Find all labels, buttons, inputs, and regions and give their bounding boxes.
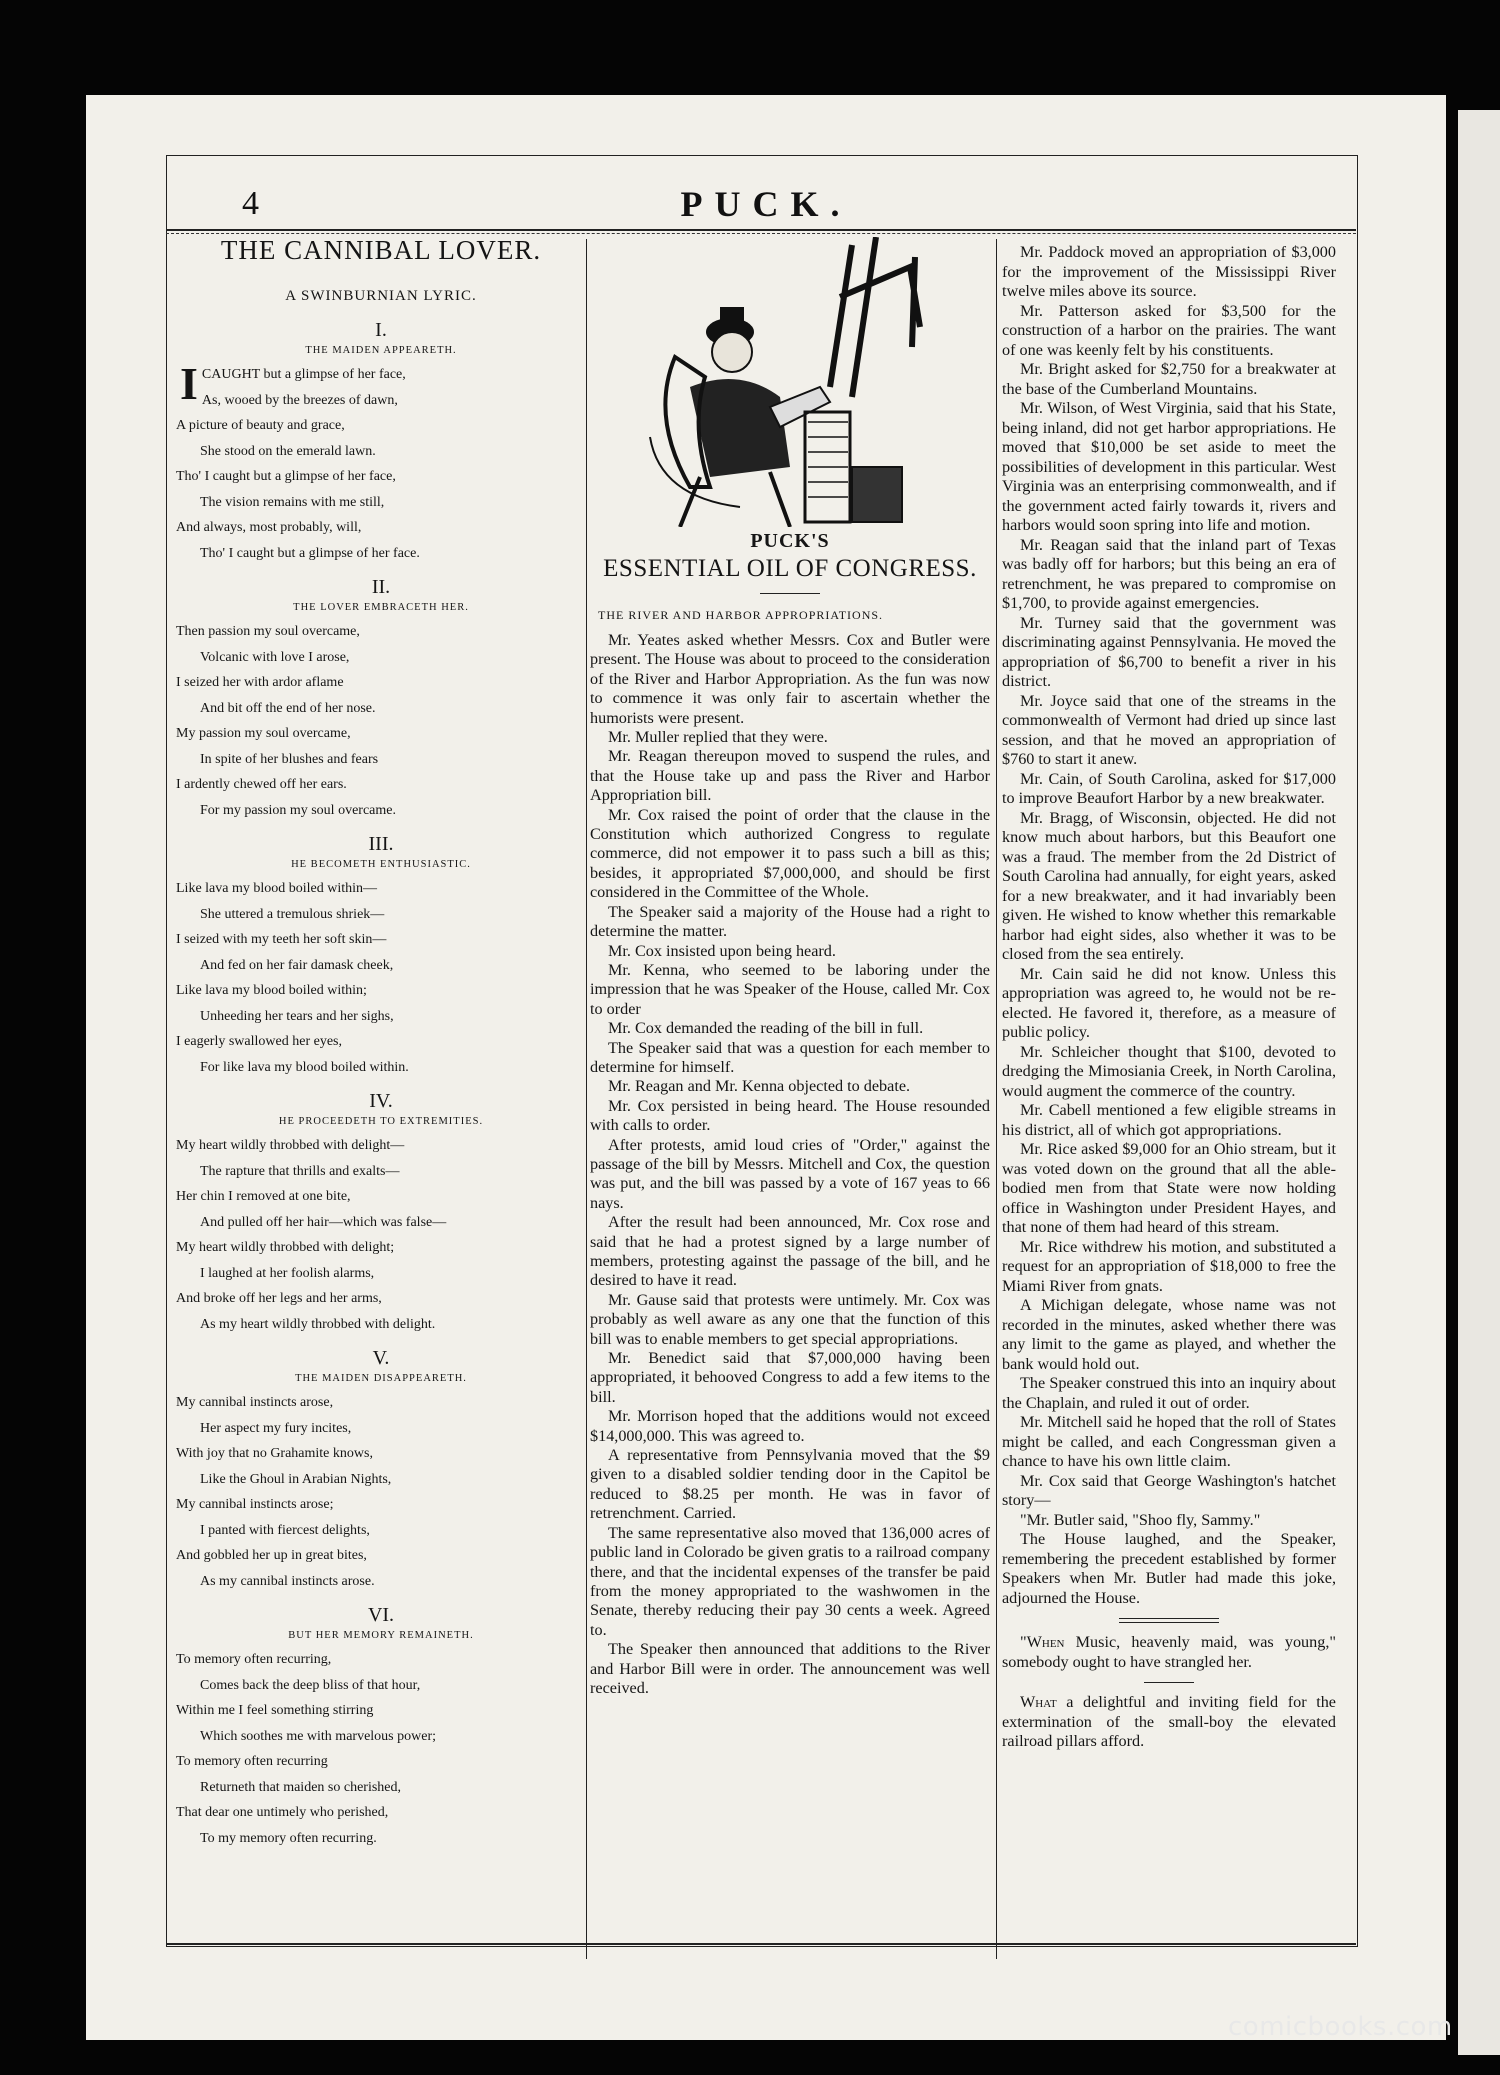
article-paragraph: Mr. Cain said he did not know. Unless this appropriation was agreed to, he would not be re-elected. He favored it, therefore, as a measure of public policy.	[1002, 964, 1336, 1041]
poem-line: Which soothes me with marvelous power;	[200, 1728, 437, 1744]
poem-line: Like lava my blood boiled within—	[176, 881, 378, 896]
squib-separator	[1144, 1682, 1194, 1683]
article-paragraph: Mr. Muller replied that they were.	[608, 728, 828, 747]
watermark: comicbooks.com	[1228, 2012, 1453, 2042]
article-paragraph: Mr. Yeates asked whether Messrs. Cox and Butler were present. The House was about to proceed to the consideration of the River and Harbor Appropriation. As the fun was now to commence it was only fair to ascertain whether the humorists were present.	[590, 631, 990, 727]
article-paragraph: The same representative also moved that 136,000 acres of public land in Colorado be given gratis to a railroad company there, and that the incidental expenses of the transfer be paid from the money appropriated to the washwomen in the Senate, thereby reducing their pay 30 cents a week. Agreed to.	[590, 1523, 990, 1639]
poem-line: Then passion my soul overcame,	[176, 624, 360, 639]
poem-line: My cannibal instincts arose;	[176, 1497, 334, 1512]
squib-2-lead: What	[1020, 1693, 1057, 1711]
poem-stanza	[176, 1604, 586, 1851]
article-paragraph: Mr. Mitchell said he hoped that the roll of States might be called, and each Congressman given a chance to have his own little claim.	[1002, 1413, 1336, 1470]
poem-line: My cannibal instincts arose,	[176, 1395, 334, 1410]
column-divider-2	[996, 239, 997, 1959]
poem-line: And gobbled her up in great bites,	[176, 1548, 367, 1563]
column-divider-1	[586, 239, 587, 1959]
poem-line: Comes back the deep bliss of that hour,	[200, 1677, 421, 1693]
article-paragraph: The Speaker said that was a question for each member to determine for himself.	[590, 1038, 990, 1076]
poem-line: Returneth that maiden so cherished,	[200, 1779, 401, 1795]
poem-line: Like lava my blood boiled within;	[176, 983, 367, 998]
stanza-heading: THE LOVER EMBRACETH HER.	[293, 602, 469, 613]
poem-line: Volcanic with love I arose,	[200, 649, 350, 665]
poem-line: I laughed at her foolish alarms,	[200, 1265, 375, 1281]
section-separator	[1119, 1618, 1219, 1623]
article-paragraph: Mr. Morrison hoped that the additions would not exceed $14,000,000. This was agreed to.	[590, 1407, 990, 1445]
article-paragraph: Mr. Turney said that the government was discriminating against Pennsylvania. He moved the appropriation of $6,700 to benefit a river in his district.	[1002, 613, 1336, 690]
article-paragraph: A representative from Pennsylvania moved that the $9 given to a disabled soldier tending door in the Capitol be reduced to $8.25 per month. He was in favor of retrenchment. Carried.	[590, 1446, 990, 1523]
poem-line: To memory often recurring	[176, 1754, 328, 1769]
stanza-number: I.	[375, 319, 387, 341]
poem-line: CAUGHT but a glimpse of her face,	[201, 367, 406, 382]
poem-line: Her aspect my fury incites,	[200, 1420, 352, 1436]
headline-rule	[760, 593, 820, 594]
poem-stanza	[176, 833, 586, 1080]
squib-2	[1002, 1693, 1336, 1752]
poem-line: For like lava my blood boiled within.	[200, 1059, 409, 1075]
article-paragraph: Mr. Reagan and Mr. Kenna objected to debate.	[608, 1077, 911, 1096]
poem-line: A picture of beauty and grace,	[176, 418, 345, 433]
article-paragraph: Mr. Wilson, of West Virginia, said that his State, being inland, did not get harbor appropriations. He moved that $10,000 be set aside to meet the possibilities of development in this particular. West Virginia was an enterprising commonwealth, and if the government acted fairly towards it, rivers and harbors would soon spring into life and motion.	[1002, 399, 1336, 534]
stanza-heading: THE MAIDEN APPEARETH.	[305, 345, 457, 356]
poem-line: And pulled off her hair—which was false—	[200, 1214, 447, 1230]
poem-line: My heart wildly throbbed with delight;	[176, 1240, 395, 1255]
poem-line: To memory often recurring,	[176, 1652, 332, 1667]
article-paragraph: Mr. Cabell mentioned a few eligible streams in his district, all of which got appropriations.	[1002, 1101, 1336, 1139]
poem-line: Her chin I removed at one bite,	[176, 1189, 351, 1204]
poem-line: And always, most probably, will,	[176, 520, 362, 535]
stanza-number: II.	[371, 576, 391, 598]
poem-title: THE CANNIBAL LOVER.	[220, 235, 542, 265]
stanza-number: V.	[372, 1347, 390, 1369]
article-paragraph: The Speaker said a majority of the House had a right to determine the matter.	[590, 902, 990, 941]
article-paragraph: Mr. Rice asked $9,000 for an Ohio stream, but it was voted down on the ground that all the able-bodied men from that State were now holding office in Washington under President Hayes, and that none of them had heard of this stream.	[1002, 1140, 1336, 1236]
squib-2-text: a delightful and inviting field for the extermination of the small-boy the elevated railroad pillars afford.	[1002, 1693, 1336, 1750]
poem-line: My heart wildly throbbed with delight—	[176, 1138, 405, 1153]
stanza-number: VI.	[367, 1604, 395, 1626]
article-paragraph: After protests, amid loud cries of "Order," against the passage of the bill by Messrs. Mitchell and Cox, the question was put, and the bill was passed by a vote of 167 yeas to 66 nays.	[590, 1135, 990, 1212]
article-paragraph: Mr. Kenna, who seemed to be laboring under the impression that he was Speaker of the House, called Mr. Cox to order	[590, 960, 990, 1018]
poem-line: Within me I feel something stirring	[176, 1703, 374, 1718]
stanza-heading: THE MAIDEN DISAPPEARETH.	[295, 1373, 467, 1384]
poem-line: To my memory often recurring.	[200, 1830, 377, 1846]
poem-line: In spite of her blushes and fears	[200, 751, 379, 767]
poem-line: The rapture that thrills and exalts—	[200, 1163, 400, 1179]
poem-line: As, wooed by the breezes of dawn,	[201, 392, 398, 408]
poem-line: Tho' I caught but a glimpse of her face,	[176, 469, 396, 484]
poem-line: As my heart wildly throbbed with delight.	[200, 1316, 436, 1332]
article-paragraph: Mr. Cox persisted in being heard. The House resounded with calls to order.	[590, 1096, 990, 1135]
poem-line: For my passion my soul overcame.	[200, 802, 396, 818]
poem-line: With joy that no Grahamite knows,	[176, 1446, 373, 1461]
article-column-2	[1002, 243, 1336, 1752]
masthead-title: PUCK.	[680, 184, 852, 224]
article-paragraph: Mr. Rice withdrew his motion, and substituted a request for an appropriation of $18,000 to free the Miami River from gnats.	[1002, 1237, 1336, 1295]
poem-stanzas	[176, 319, 586, 1851]
poem-line: And bit off the end of her nose.	[200, 700, 376, 716]
article-paragraph: Mr. Cox demanded the reading of the bill in full.	[608, 1019, 924, 1038]
squib-1-text: Music, heavenly maid, was young," somebody ought to have strangled her.	[1002, 1633, 1336, 1671]
adjacent-page-edge	[1458, 110, 1500, 2055]
poem-column	[176, 235, 586, 1861]
poem-subtitle: A SWINBURNIAN LYRIC.	[285, 288, 477, 304]
poem-stanza	[176, 319, 586, 566]
footer-rule	[166, 1943, 1356, 1945]
article-paragraph: "Mr. Butler said, "Shoo fly, Sammy."	[1020, 1510, 1261, 1529]
masthead-rule	[166, 229, 1356, 231]
article-section-head: THE RIVER AND HARBOR APPROPRIATIONS.	[598, 608, 884, 622]
article-paragraph: Mr. Bright asked for $2,750 for a breakwater at the base of the Cumberland Mountains.	[1002, 360, 1336, 398]
article-paragraph: Mr. Joyce said that one of the streams in the commonwealth of Vermont had dried up since last session, and that he moved an appropriation of $760 to start it anew.	[1002, 691, 1336, 768]
article-paragraph: Mr. Gause said that protests were untimely. Mr. Cox was probably as well aware as any one that the function of this bill was to enable members to get special appropriations.	[590, 1290, 990, 1348]
poem-line: She stood on the emerald lawn.	[200, 443, 376, 459]
stanza-heading: HE BECOMETH ENTHUSIASTIC.	[291, 859, 471, 870]
page-number: 4	[242, 185, 259, 222]
squib-1	[1002, 1633, 1336, 1672]
article-body-part-1	[590, 631, 990, 1698]
poem-line: Unheeding her tears and her sighs,	[200, 1008, 394, 1024]
article-paragraph: The House laughed, and the Speaker, remembering the precedent established by former Speakers when Mr. Butler had made this joke, adjourned the House.	[1002, 1530, 1336, 1607]
squib-1-lead: "When	[1020, 1633, 1065, 1651]
article-paragraph: Mr. Paddock moved an appropriation of $3,000 for the improvement of the Mississippi River twelve miles above its source.	[1002, 243, 1336, 300]
poem-line: My passion my soul overcame,	[176, 726, 351, 741]
article-paragraph: Mr. Reagan thereupon moved to suspend the rules, and that the House take up and pass the River and Harbor Appropriation bill.	[590, 747, 990, 805]
article-paragraph: Mr. Bragg, of Wisconsin, objected. He did not know much about harbors, but this Beaufort one was a fraud. The member from the 2d District of South Carolina had annually, for eight years, asked for a new breakwater, and it had invariably been given. He wished to know whether this remarkable harbor had eight sides, also whether it was to be closed from the sea entirely.	[1002, 808, 1336, 963]
poem-line: I ardently chewed off her ears.	[176, 777, 347, 792]
article-paragraph: Mr. Cox said that George Washington's hatchet story—	[1002, 1471, 1336, 1509]
poem-line: That dear one untimely who perished,	[176, 1805, 389, 1820]
article-paragraph: Mr. Benedict said that $7,000,000 having been appropriated, it behooved Congress to add a few items to the bill.	[590, 1349, 990, 1406]
poem-line: I eagerly swallowed her eyes,	[176, 1034, 342, 1049]
masthead-dotted-rule	[166, 233, 1356, 234]
poem-line: The vision remains with me still,	[200, 494, 385, 510]
article-paragraph: The Speaker then announced that additions to the River and Harbor Bill were in order. The announcement was well received.	[590, 1640, 990, 1697]
poem-line: And broke off her legs and her arms,	[176, 1291, 382, 1306]
poem-line: Tho' I caught but a glimpse of her face.	[200, 545, 420, 561]
article-paragraph: Mr. Schleicher thought that $100, devoted to dredging the Mimosiania Creek, in North Carolina, would augment the commerce of the country.	[1002, 1042, 1336, 1100]
newspaper-page	[86, 95, 1446, 2040]
article-paragraph: The Speaker construed this into an inquiry about the Chaplain, and ruled it out of order.	[1002, 1374, 1336, 1412]
poem-line: And fed on her fair damask cheek,	[200, 957, 394, 973]
article-paragraph: Mr. Cox raised the point of order that the clause in the Constitution which authorized Congress to regulate commerce, did not empower it to pass such a bill as this; besides, it appropriated $7,000,000, and should be first considered in the Committee of the Whole.	[590, 805, 990, 902]
article-paragraph: A Michigan delegate, whose name was not recorded in the minutes, asked whether there was any limit to the game as played, and whether the bank would hold out.	[1002, 1296, 1336, 1373]
stanza-heading: HE PROCEEDETH TO EXTREMITIES.	[278, 1116, 484, 1127]
article-headline: ESSENTIAL OIL OF CONGRESS.	[603, 555, 977, 582]
poem-line: I seized her with ardor aflame	[176, 675, 344, 690]
stanza-number: IV.	[369, 1090, 393, 1112]
poem-line: I panted with fiercest delights,	[200, 1522, 370, 1538]
article-paragraph: Mr. Reagan said that the inland part of Texas was badly off for harbors; but this being an era of retrenchment, he was prepared to compromise on $1,700, to provide against emergencies.	[1002, 535, 1336, 612]
poem-line: She uttered a tremulous shriek—	[200, 906, 385, 922]
article-paragraph: Mr. Cain, of South Carolina, asked for $17,000 to improve Beaufort Harbor by a new breakwater.	[1002, 769, 1336, 807]
article-body-part-2	[1002, 243, 1336, 1608]
cartoon-illustration	[590, 237, 990, 527]
stanza-heading: BUT HER MEMORY REMAINETH.	[288, 1630, 474, 1641]
poem-stanza	[176, 1090, 586, 1337]
article-column-1	[590, 237, 990, 1698]
article-paragraph: Mr. Cox insisted upon being heard.	[608, 941, 836, 960]
article-paragraph: After the result had been announced, Mr. Cox rose and said that he had a protest signed by a large number of members, protesting against the passage of the bill, and he desired to have it read.	[590, 1213, 990, 1290]
poem-line: I seized with my teeth her soft skin—	[176, 932, 387, 947]
poem-line: As my cannibal instincts arose.	[200, 1573, 375, 1589]
article-paragraph: Mr. Patterson asked for $3,500 for the construction of a harbor on the prairies. The want of one was keenly felt by his constituents.	[1002, 301, 1336, 359]
poem-stanza	[176, 1347, 586, 1594]
poem-line: Like the Ghoul in Arabian Nights,	[200, 1471, 392, 1487]
poem-stanza	[176, 576, 586, 823]
article-kicker: PUCK'S	[750, 530, 830, 552]
drop-cap: I	[180, 358, 198, 409]
stanza-number: III.	[368, 833, 394, 855]
